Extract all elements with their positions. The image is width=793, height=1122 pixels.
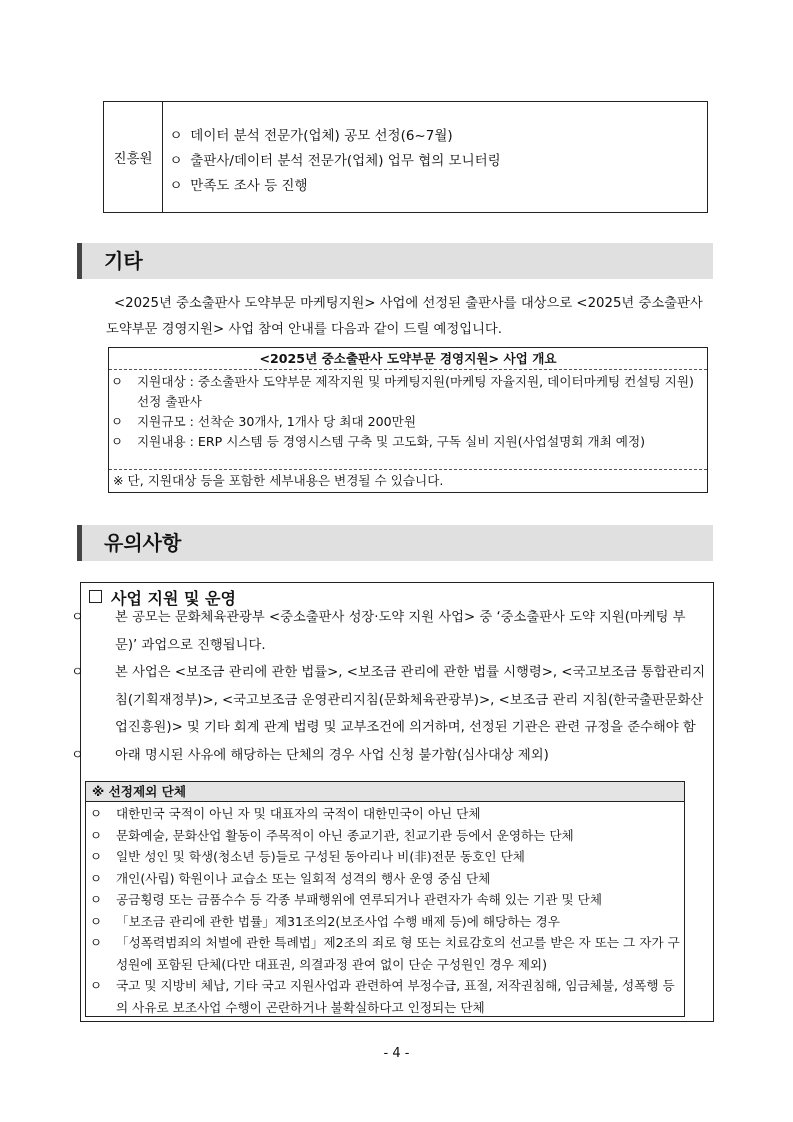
notice-box xyxy=(71,582,714,1022)
org-task-list xyxy=(166,124,501,199)
list-item: ㅇ 데이터 분석 전문가(업체) 공모 선정(6~7월) xyxy=(166,124,501,149)
bullet-icon: ㅇ xyxy=(89,978,103,993)
checkbox-square-icon xyxy=(89,590,102,603)
intro-paragraph: <2025년 중소출판사 도약부문 마케팅지원> 사업에 선정된 출판사를 대상으로 <2025년 중소출판사 도약부문 경영지원> 사업 참여 안내를 다음과 같이 드릴 예정입니다. xyxy=(106,296,703,337)
bullet-icon: ㅇ xyxy=(89,892,103,907)
org-cell: 진흥원 xyxy=(104,102,163,212)
list-item: ㅇ 출판사/데이터 분석 전문가(업체) 업무 협의 모니터링 xyxy=(166,149,501,174)
bullet-icon: ㅇ xyxy=(169,128,183,144)
list-item: ㅇ 국고 및 지방비 체납, 기타 국고 지원사업과 관련하여 부정수급, 표절, 저작권침해, 임금체불, 성폭행 등의 사유로 보조사업 수행이 곤란하거나 불확실하다고 인정되는 단체 xyxy=(86,975,684,1018)
list-item: ㅇ 본 공모는 문화체육관광부 <중소출판사 성장·도약 지원 사업> 중 ‘중소출판사 도약 지원(마케팅 부문)’ 과업으로 진행됩니다. xyxy=(93,604,706,659)
list-item: ㅇ 아래 명시된 사유에 해당하는 단체의 경우 사업 신청 불가함(심사대상 제외) xyxy=(93,742,706,770)
list-item: ㅇ 개인(사립) 학원이나 교습소 또는 일회적 성격의 행사 운영 중심 단체 xyxy=(86,868,684,890)
overview-list xyxy=(109,370,707,452)
list-item: ㅇ 만족도 조사 등 진행 xyxy=(166,174,501,199)
overview-box xyxy=(108,347,708,493)
bullet-icon: ㅇ xyxy=(89,849,103,864)
list-item: ㅇ 공금횡령 또는 금품수수 등 각종 부패행위에 연루되거나 관련자가 속해 있는 기관 및 단체 xyxy=(86,889,684,911)
bullet-icon: ㅇ xyxy=(71,747,84,763)
list-item: ㅇ 대한민국 국적이 아닌 자 및 대표자의 국적이 대한민국이 아닌 단체 xyxy=(86,803,684,825)
section-title: 유의사항 xyxy=(104,531,182,555)
bullet-icon: ㅇ xyxy=(110,414,124,429)
list-item: ㅇ 본 사업은 <보조금 관리에 관한 법률>, <보조금 관리에 관한 법률 시행령>, <국고보조금 통합관리지침(기획재정부)>, <국고보조금 운영관리지침(문화체육관광부)>, <보조금 관리 지침(한국출판문화산업진흥원)> 및 기타 회계 관계 법령 및 교부조건에 의거하며, 선정된 기관은 관련 규정을 준수해야 함 xyxy=(93,659,706,742)
section-header-etc xyxy=(77,243,713,279)
notice-heading: 사업 지원 및 운영 xyxy=(89,586,236,609)
bullet-icon: ㅇ xyxy=(110,434,124,449)
list-item: ㅇ 지원규모 : 선착순 30개사, 1개사 당 최대 200만원 xyxy=(109,412,707,432)
notice-list xyxy=(71,604,706,769)
bullet-icon: ㅇ xyxy=(89,806,103,821)
section-header-notice xyxy=(77,525,713,561)
exclusion-title: ※ 선정제외 단체 xyxy=(86,782,684,802)
bullet-icon: ㅇ xyxy=(71,610,84,625)
list-item: ㅇ 문화예술, 문화산업 활동이 주목적이 아닌 종교기관, 친교기관 등에서 운영하는 단체 xyxy=(86,825,684,847)
list-item: ㅇ 지원대상 : 중소출판사 도약부문 제작지원 및 마케팅지원(마케팅 자율지원, 데이터마케팅 컨설팅 지원) 선정 출판사 xyxy=(110,374,694,409)
bullet-icon: ㅇ xyxy=(169,153,183,169)
overview-title: <2025년 중소출판사 도약부문 경영지원> 사업 개요 xyxy=(109,348,707,370)
bullet-icon: ㅇ xyxy=(169,178,183,194)
bullet-icon: ㅇ xyxy=(89,870,103,886)
exclusion-box xyxy=(85,781,685,1017)
bullet-icon: ㅇ xyxy=(89,935,103,950)
exclusion-list xyxy=(86,802,684,1018)
section-title: 기타 xyxy=(104,249,143,273)
bullet-icon: ㅇ xyxy=(110,374,124,389)
overview-note: ※ 단, 지원대상 등을 포함한 세부내용은 변경될 수 있습니다. xyxy=(109,469,707,492)
bullet-icon: ㅇ xyxy=(89,913,103,929)
page-number: - 4 - xyxy=(383,1046,410,1061)
bullet-icon: ㅇ xyxy=(71,665,84,680)
list-item: ㅇ 일반 성인 및 학생(청소년 등)들로 구성된 동아리나 비(非)전문 동호인 단체 xyxy=(86,846,684,868)
list-item: ㅇ 지원내용 : ERP 시스템 등 경영시스템 구축 및 고도화, 구독 실비 지원(사업설명회 개최 예정) xyxy=(109,432,707,452)
list-item: ㅇ 「보조금 관리에 관한 법률」제31조의2(보조사업 수행 배제 등)에 해당하는 경우 xyxy=(86,911,684,933)
list-item: ㅇ 「성폭력범죄의 처벌에 관한 특례법」제2조의 죄로 형 또는 치료감호의 선고를 받은 자 또는 그 자가 구성원에 포함된 단체(다만 대표권, 의결과정 관여 없이 단순 구성원인 경우 제외) xyxy=(86,932,684,975)
bullet-icon: ㅇ xyxy=(89,827,103,843)
schedule-table xyxy=(103,101,708,213)
